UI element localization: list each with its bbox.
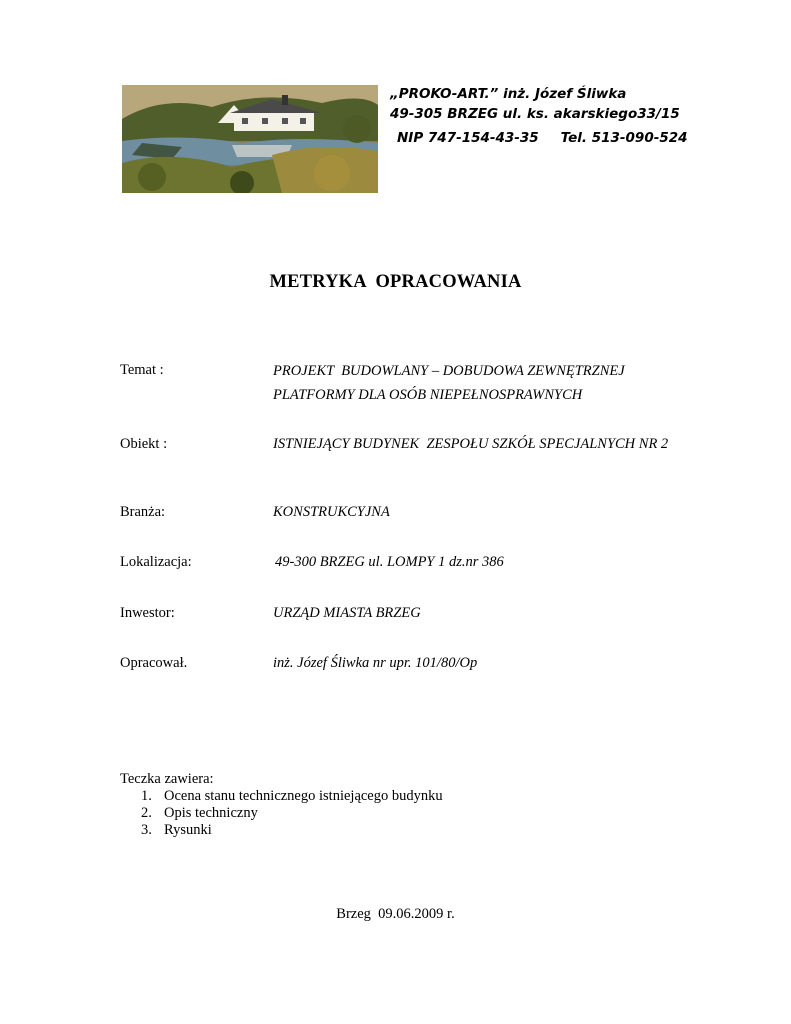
field-label: Obiekt :: [120, 436, 168, 452]
place-and-date: Brzeg 09.06.2009 r.: [336, 906, 455, 922]
field-label: Lokalizacja:: [120, 554, 192, 570]
field-value: ISTNIEJĄCY BUDYNEK ZESPOŁU SZKÓŁ SPECJALNYCH NR 2: [273, 436, 669, 452]
field-value: PLATFORMY DLA OSÓB NIEPEŁNOSPRAWNYCH: [273, 387, 583, 403]
contents-list: [120, 788, 443, 839]
field-value: URZĄD MIASTA BRZEG: [273, 605, 421, 621]
field-label: Temat :: [120, 362, 164, 378]
company-address: 49-305 BRZEG ul. ks. akarskiego33/15: [390, 106, 680, 122]
field-label: Opracował.: [120, 655, 188, 671]
company-contact: [390, 128, 688, 148]
list-item: 1. Ocena stanu technicznego istniejącego budynku: [141, 788, 443, 804]
list-item: 3. Rysunki: [141, 822, 212, 838]
company-nip: NIP 747-154-43-35: [397, 130, 539, 146]
company-name: „PROKO-ART.” inż. Józef Śliwka: [390, 86, 627, 102]
field-value: KONSTRUKCYJNA: [273, 504, 390, 520]
field-label: Inwestor:: [120, 605, 175, 621]
document-title: METRYKA OPRACOWANIA: [269, 272, 522, 292]
field-label: Branża:: [120, 504, 166, 520]
field-value: 49-300 BRZEG ul. LOMPY 1 dz.nr 386: [275, 554, 504, 570]
company-phone: Tel. 513-090-524: [560, 130, 688, 146]
list-item: 2. Opis techniczny: [141, 805, 258, 821]
house-by-pond-icon: [122, 85, 378, 193]
company-header: [390, 84, 688, 148]
company-logo-image: [122, 85, 378, 193]
contents-heading: Teczka zawiera:: [120, 771, 214, 787]
field-value: PROJEKT BUDOWLANY – DOBUDOWA ZEWNĘTRZNEJ: [273, 363, 625, 379]
field-opracowal: [120, 652, 478, 721]
field-obiekt: [120, 433, 669, 502]
folder-contents: [120, 771, 443, 839]
field-value: inż. Józef Śliwka nr upr. 101/80/Op: [273, 655, 478, 671]
